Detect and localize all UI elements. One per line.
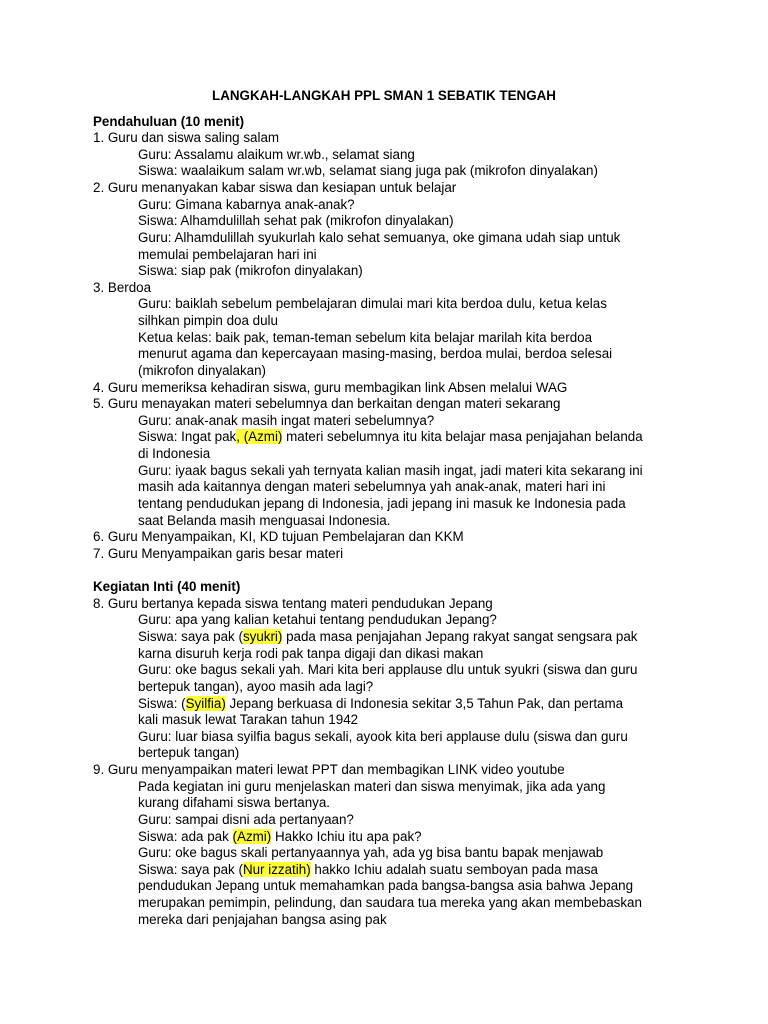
- dialogue-line: [138, 429, 643, 445]
- dialogue-line: memulai pembelajaran hari ini: [138, 246, 317, 262]
- dialogue-line: [138, 829, 422, 845]
- highlighted-name: , (Azmi): [236, 429, 283, 445]
- text-segment: Siswa: ada pak: [138, 828, 233, 844]
- dialogue-line: Guru: oke bagus sekali yah. Mari kita beri applause dlu untuk syukri (siswa dan guru: [138, 662, 638, 678]
- step-item: 9. Guru menyampaikan materi lewat PPT dan membagikan LINK video youtube: [93, 762, 565, 778]
- document-title: LANGKAH-LANGKAH PPL SMAN 1 SEBATIK TENGAH: [212, 88, 556, 103]
- dialogue-line: saat Belanda masih menguasai Indonesia.: [138, 512, 391, 528]
- dialogue-line: bertepuk tangan), ayoo masih ada lagi?: [138, 678, 374, 694]
- dialogue-line: Siswa: Alhamdulillah sehat pak (mikrofon dinyalakan): [138, 213, 454, 229]
- dialogue-line: karna disuruh kerja rodi pak tanpa digaji dan dikasi makan: [138, 645, 484, 661]
- highlighted-name: Nur izzatih): [242, 861, 311, 877]
- dialogue-line: [138, 629, 637, 645]
- dialogue-line: tentang pendudukan jepang di Indonesia, jadi jepang ini masuk ke Indonesia pada: [138, 495, 626, 511]
- text-segment: Siswa: saya pak (: [138, 629, 243, 645]
- dialogue-line: merupakan pemimpin, pelindung, dan saudara tua mereka yang akan membebaskan: [138, 895, 642, 911]
- dialogue-line: Guru: apa yang kalian ketahui tentang pendudukan Jepang?: [138, 612, 497, 628]
- dialogue-line: pendudukan Jepang untuk memahamkan pada bangsa-bangsa asia bahwa Jepang: [138, 878, 634, 894]
- text-segment: Siswa: (: [138, 695, 186, 711]
- dialogue-line: Pada kegiatan ini guru menjelaskan materi dan siswa menyimak, jika ada yang: [138, 778, 606, 794]
- dialogue-line: menurut agama dan kepercayaan masing-masing, berdoa mulai, berdoa selesai: [138, 346, 613, 362]
- dialogue-line: mereka dari penjajahan bangsa asing pak: [138, 911, 387, 927]
- text-segment: Jepang berkuasa di Indonesia sekitar 3,5 Tahun Pak, dan pertama: [225, 695, 624, 711]
- step-item: 1. Guru dan siswa saling salam: [93, 130, 280, 146]
- dialogue-line: di Indonesia: [138, 446, 211, 462]
- dialogue-line: kurang difahami siswa bertanya.: [138, 795, 331, 811]
- dialogue-line: Ketua kelas: baik pak, teman-teman sebelum kita belajar marilah kita berdoa: [138, 329, 593, 345]
- dialogue-line: Guru: oke bagus skali pertanyaannya yah, ada yg bisa bantu bapak menjawab: [138, 845, 604, 861]
- dialogue-line: [138, 696, 623, 712]
- dialogue-line: [138, 862, 598, 878]
- step-item: 7. Guru Menyampaikan garis besar materi: [93, 545, 344, 561]
- step-item: 6. Guru Menyampaikan, KI, KD tujuan Pembelajaran dan KKM: [93, 529, 464, 545]
- dialogue-line: Guru: sampai disni ada pertanyaan?: [138, 811, 354, 827]
- step-item: 3. Berdoa: [93, 279, 152, 295]
- text-segment: hakko Ichiu adalah suatu semboyan pada masa: [310, 861, 598, 877]
- step-item: 2. Guru menanyakan kabar siswa dan kesiapan untuk belajar: [93, 180, 457, 196]
- text-segment: materi sebelumnya itu kita belajar masa penjajahan belanda: [282, 429, 643, 445]
- section-heading: Kegiatan Inti (40 menit): [93, 579, 241, 595]
- highlighted-name: syukri): [242, 629, 283, 645]
- dialogue-line: Siswa: siap pak (mikrofon dinyalakan): [138, 263, 363, 279]
- dialogue-line: masih ada kaitannya dengan materi sebelumnya yah anak-anak, materi hari ini: [138, 479, 606, 495]
- text-segment: Siswa: Ingat pak: [138, 429, 237, 445]
- dialogue-line: Guru: Gimana kabarnya anak-anak?: [138, 196, 355, 212]
- step-item: 5. Guru menayakan materi sebelumnya dan berkaitan dengan materi sekarang: [93, 396, 561, 412]
- section-heading: Pendahuluan (10 menit): [93, 113, 245, 129]
- dialogue-line: Guru: luar biasa syilfia bagus sekali, ayook kita beri applause dulu (siswa dan guru: [138, 728, 628, 744]
- dialogue-line: Guru: baiklah sebelum pembelajaran dimulai mari kita berdoa dulu, ketua kelas: [138, 296, 607, 312]
- dialogue-line: silhkan pimpin doa dulu: [138, 313, 278, 329]
- dialogue-line: Guru: iyaak bagus sekali yah ternyata kalian masih ingat, jadi materi kita sekarang ini: [138, 462, 643, 478]
- highlighted-name: (Azmi): [232, 828, 272, 844]
- text-segment: Hakko Ichiu itu apa pak?: [271, 828, 422, 844]
- text-segment: Siswa: saya pak (: [138, 861, 243, 877]
- dialogue-line: Siswa: waalaikum salam wr.wb, selamat siang juga pak (mikrofon dinyalakan): [138, 163, 598, 179]
- dialogue-line: (mikrofon dinyalakan): [138, 362, 267, 378]
- text-segment: pada masa penjajahan Jepang rakyat sangat sengsara pak: [282, 629, 638, 645]
- dialogue-line: Guru: Assalamu alaikum wr.wb., selamat siang: [138, 146, 415, 162]
- step-item: 8. Guru bertanya kepada siswa tentang materi pendudukan Jepang: [93, 595, 493, 611]
- step-item: 4. Guru memeriksa kehadiran siswa, guru membagikan link Absen melalui WAG: [93, 379, 568, 395]
- dialogue-line: bertepuk tangan): [138, 745, 240, 761]
- dialogue-line: Guru: anak-anak masih ingat materi sebelumnya?: [138, 412, 435, 428]
- dialogue-line: kali masuk lewat Tarakan tahun 1942: [138, 712, 359, 728]
- highlighted-name: Syilfia): [185, 695, 226, 711]
- dialogue-line: Guru: Alhamdulillah syukurlah kalo sehat semuanya, oke gimana udah siap untuk: [138, 229, 621, 245]
